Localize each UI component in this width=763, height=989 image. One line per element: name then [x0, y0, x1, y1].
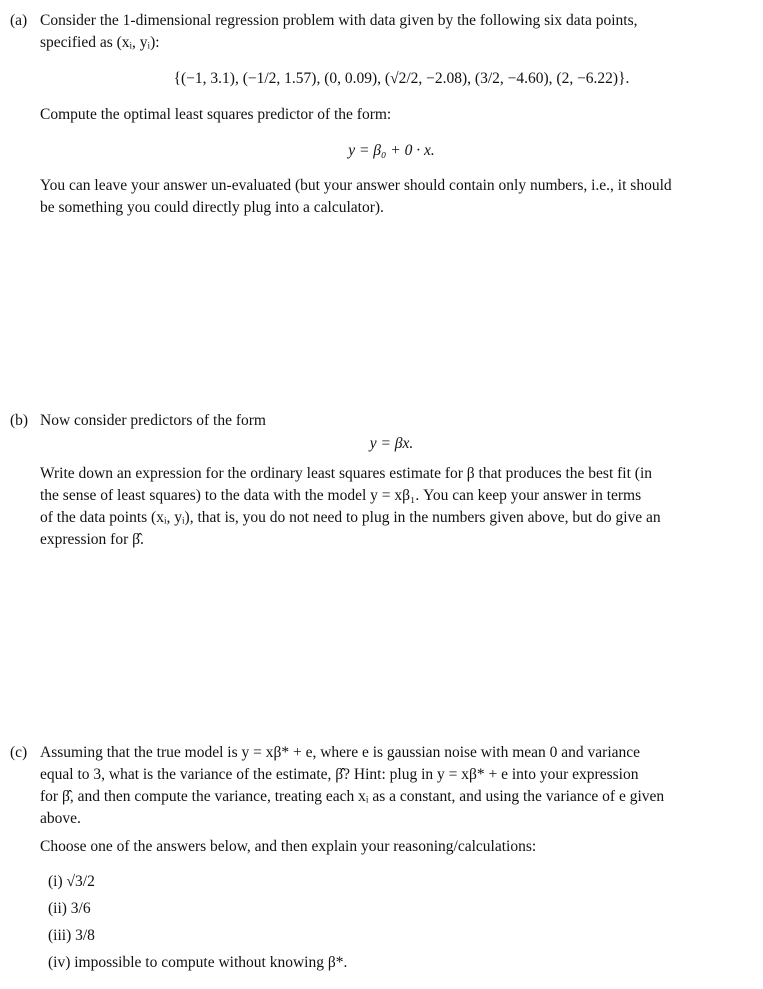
part-a-line2: specified as (xᵢ, yᵢ): [40, 34, 160, 51]
part-a-data-points: {(−1, 3.1), (−1/2, 1.57), (0, 0.09), (√2/2, −2.08), (3/2, −4.60), (2, −6.22)}. [173, 70, 630, 87]
part-b-line1: Write down an expression for the ordinary least squares estimate for β that produces the best fit (in [40, 465, 653, 482]
part-c-line2: equal to 3, what is the variance of the estimate, β̂? Hint: plug in y = xβ* + e into your expression [40, 766, 639, 783]
part-a-line1: Consider the 1-dimensional regression problem with data given by the following six data points, [40, 12, 638, 29]
part-b-intro: Now consider predictors of the form [40, 412, 266, 429]
part-b-formula: y = βx. [369, 435, 414, 452]
option-i: (i) √3/2 [48, 873, 95, 890]
part-a-note-line1: You can leave your answer un-evaluated (but your answer should contain only numbers, i.e., it should [40, 177, 672, 194]
part-a-instruction: Compute the optimal least squares predictor of the form: [40, 106, 392, 123]
part-c-line3: for β̂, and then compute the variance, treating each xᵢ as a constant, and using the variance of e given [40, 788, 665, 805]
option-iv: (iv) impossible to compute without knowing β*. [48, 954, 348, 971]
part-c-label: (c) [10, 744, 28, 761]
part-c-line1: Assuming that the true model is y = xβ* + e, where e is gaussian noise with mean 0 and variance [40, 744, 641, 761]
part-a-note-line2: be something you could directly plug into a calculator). [40, 199, 384, 216]
part-c-line4: above. [40, 810, 81, 827]
option-ii: (ii) 3/6 [48, 900, 91, 917]
option-iii: (iii) 3/8 [48, 927, 95, 944]
part-a-label: (a) [10, 12, 28, 29]
part-b-label: (b) [10, 412, 29, 429]
part-c-choose: Choose one of the answers below, and then explain your reasoning/calculations: [40, 838, 537, 855]
part-a-formula: y = β₀ + 0 · x. [348, 142, 435, 159]
part-b-line3: of the data points (xᵢ, yᵢ), that is, you do not need to plug in the numbers given above, but do give an [40, 509, 661, 526]
part-b-line4: expression for β̂. [40, 531, 144, 548]
part-b-line2: the sense of least squares) to the data with the model y = xβ₁. You can keep your answer in terms [40, 487, 642, 504]
